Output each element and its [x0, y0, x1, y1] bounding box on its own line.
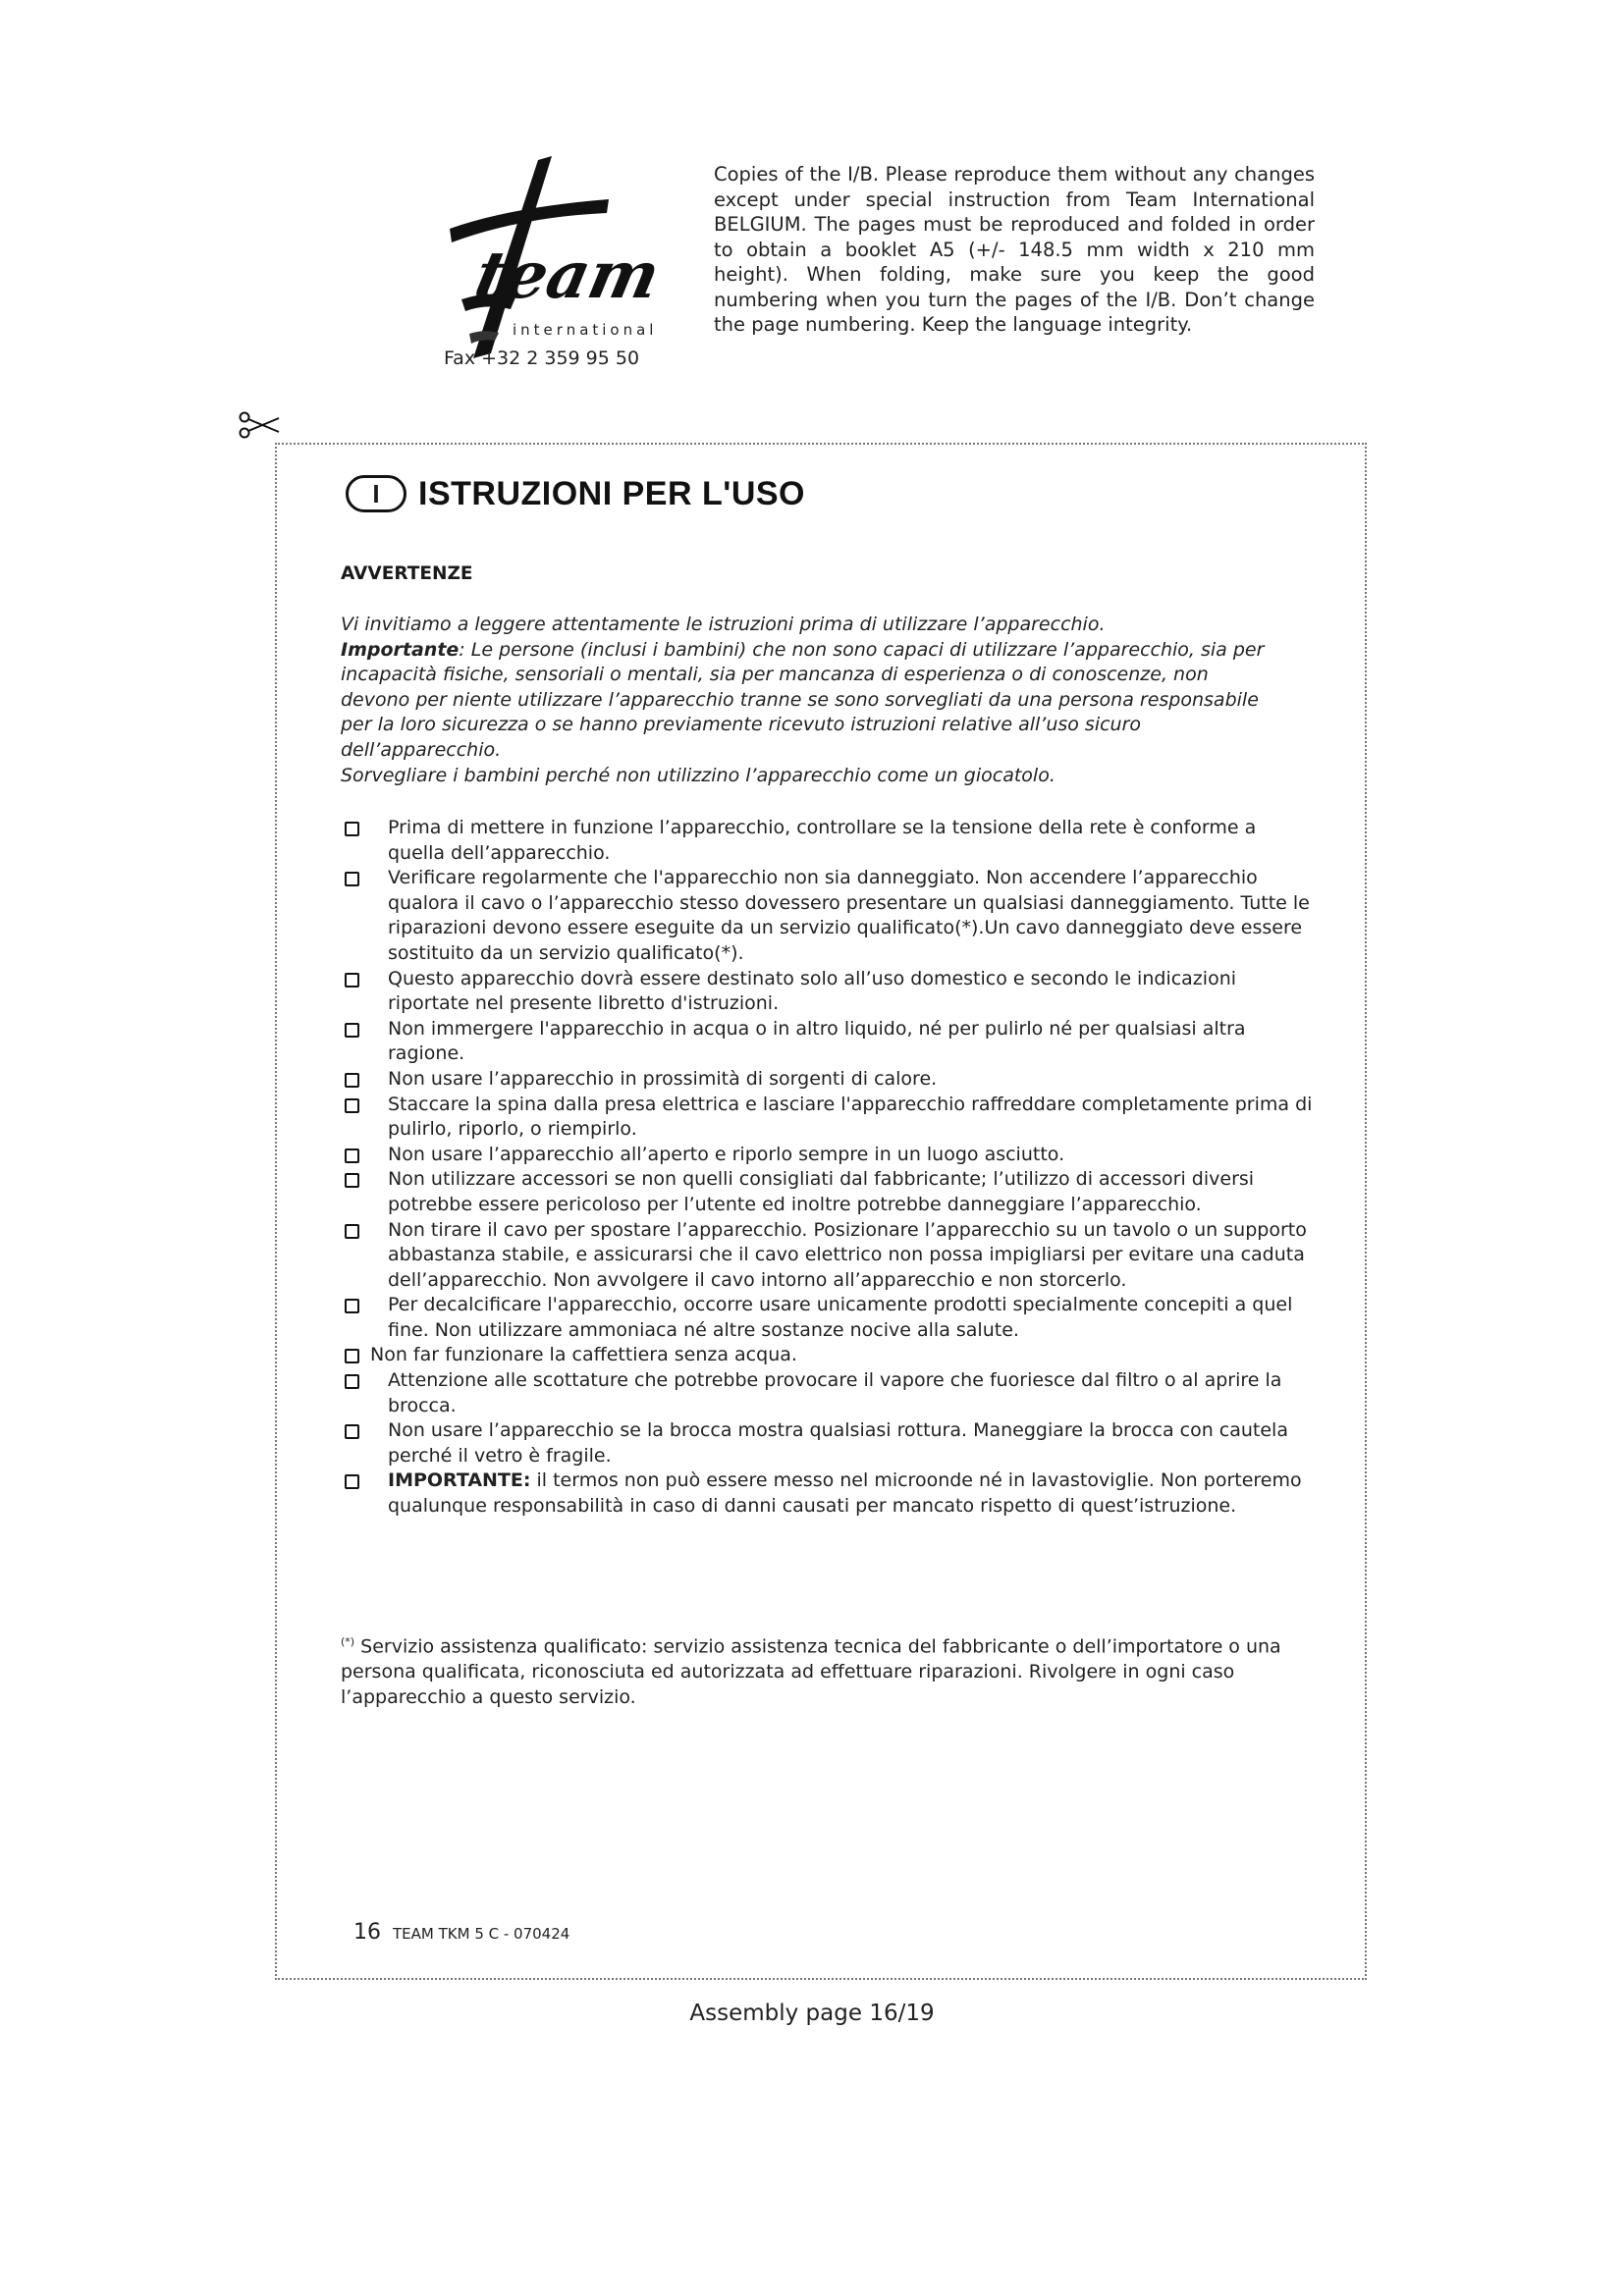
footnote-mark: (*) [341, 1635, 355, 1648]
warning-item [341, 1293, 1313, 1343]
important-text: : Le persone (inclusi i bambini) che non sono capaci di utilizzare l’apparecchio, sia per incapacità fisiche, sensoriali o mentali, sia per mancanza di esperienza o di conoscenze, non devono per niente utilizzare l’apparecchio tranne se sono sorvegliati da una persona responsabile per la loro sicurezza o se hanno previamente ricevuto istruzioni relative all’uso sicuro dell’apparecchio. [341, 638, 1265, 761]
checkbox-bullet-icon [345, 973, 359, 988]
warning-item [341, 1343, 1313, 1368]
section-title: AVVERTENZE [341, 563, 473, 584]
warning-text: Verificare regolarmente che l'apparecchio non sia danneggiato. Non accendere l’apparecchio qualora il cavo o l’apparecchio stesso dovessero presentare un qualsiasi danneggiamento. Tutte le riparazioni devono essere eseguite da un servizio qualificato(*).Un cavo danneggiato deve essere sostituito da un servizio qualificato(*). [388, 867, 1310, 964]
footnote [341, 1629, 1293, 1710]
checkbox-bullet-icon [345, 1173, 359, 1188]
warning-item [341, 1093, 1313, 1143]
checkbox-bullet-icon [345, 1224, 359, 1239]
warning-item [341, 866, 1313, 966]
page-title: ISTRUZIONI PER L'USO [418, 474, 805, 512]
warning-text: Non usare l’apparecchio all’aperto e riporlo sempre in un luogo asciutto. [388, 1143, 1065, 1165]
warning-item [341, 1167, 1313, 1217]
warning-text: Questo apparecchio dovrà essere destinato solo all’uso domestico e secondo le indicazioni riportate nel presente libretto d'istruzioni. [388, 967, 1237, 1015]
intro-important [341, 638, 1283, 764]
warning-item [341, 1368, 1313, 1418]
warning-text: Non tirare il cavo per spostare l’apparecchio. Posizionare l’apparecchio su un tavolo o un supporto abbastanza stabile, e assicurarsi che il cavo elettrico non possa impigliarsi per evitare una caduta dell’apparecchio. Non avvolgere il cavo intorno all’apparecchio e non storcerlo. [388, 1218, 1307, 1291]
warning-text: Staccare la spina dalla presa elettrica e lasciare l'apparecchio raffreddare completamente prima di pulirlo, riporlo, o riempirlo. [388, 1093, 1313, 1141]
document-reference: TEAM TKM 5 C - 070424 [393, 1925, 570, 1943]
warning-text: Attenzione alle scottature che potrebbe provocare il vapore che fuoriesce dal filtro o al aprire la brocca. [388, 1369, 1282, 1416]
intro-text [341, 613, 1283, 788]
checkbox-bullet-icon [345, 1374, 359, 1389]
checkbox-bullet-icon [345, 822, 359, 836]
page-footer [353, 1920, 569, 1945]
warning-item [341, 1017, 1313, 1067]
language-badge: I [346, 475, 406, 512]
checkbox-bullet-icon [345, 1073, 359, 1088]
logo-word: team [468, 236, 658, 313]
team-international-logo [422, 152, 658, 378]
warning-item [341, 967, 1313, 1017]
checkbox-bullet-icon [345, 1349, 359, 1363]
warning-item [341, 816, 1313, 866]
assembly-page-label: Assembly page 16/19 [689, 2001, 935, 2026]
warning-text: Non utilizzare accessori se non quelli consigliati dal fabbricante; l’utilizzo di accessori diversi potrebbe essere pericoloso per l’utente ed inoltre potrebbe danneggiare l’apparecchio. [388, 1168, 1255, 1215]
checkbox-bullet-icon [345, 1023, 359, 1038]
warning-list [341, 816, 1313, 1520]
warning-item [341, 1067, 1313, 1093]
warning-item-important [341, 1468, 1313, 1519]
warning-text: Per decalcificare l'apparecchio, occorre usare unicamente prodotti specialmente concepiti a quel fine. Non utilizzare ammoniaca né altre sostanze nocive alla salute. [388, 1294, 1293, 1341]
warning-important-text: il termos non può essere messo nel microonde né in lavastoviglie. Non porteremo qualunque responsabilità in caso di danni causati per mancato rispetto di quest’istruzione. [388, 1469, 1302, 1518]
team-logo-graphic [422, 152, 658, 378]
intro-line: Vi invitiamo a leggere attentamente le istruzioni prima di utilizzare l’apparecchio. [341, 614, 1106, 635]
checkbox-bullet-icon [345, 1299, 359, 1313]
logo-sub: international [513, 321, 658, 339]
footnote-text: Servizio assistenza qualificato: servizio assistenza tecnica del fabbricante o dell’importatore o una persona qualificata, riconosciuta ed autorizzata ad effettuare riparazioni. Rivolgere in ogni caso l’apparecchio a questo servizio. [341, 1635, 1281, 1708]
reproduction-note: Copies of the I/B. Please reproduce them without any changes except under special instruction from Team International BELGIUM. The pages must be reproduced and folded in order to obtain a booklet A5 (+/- 148.5 mm width x 210 mm height). When folding, make sure you keep the good numbering when you turn the pages of the I/B. Don’t change the page numbering. Keep the language integrity. [714, 163, 1315, 336]
warning-text: Non usare l’apparecchio se la brocca mostra qualsiasi rottura. Maneggiare la brocca con cautela perché il vetro è fragile. [388, 1419, 1288, 1467]
warning-item [341, 1418, 1313, 1468]
warning-text: Non far funzionare la caffettiera senza acqua. [370, 1344, 797, 1366]
important-label: Importante [341, 638, 460, 661]
warning-text: Prima di mettere in funzione l’apparecchio, controllare se la tensione della rete è conforme a quella dell’apparecchio. [388, 817, 1257, 864]
warning-text: Non immergere l'apparecchio in acqua o in altro liquido, né per pulirlo né per qualsiasi altra ragione. [388, 1017, 1246, 1065]
warning-important-label: IMPORTANTE: [388, 1469, 531, 1492]
intro-supervision: Sorvegliare i bambini perché non utilizzino l’apparecchio come un giocatolo. [341, 764, 1056, 786]
scissors-icon [238, 410, 281, 440]
checkbox-bullet-icon [345, 1474, 359, 1489]
page-number: 16 [353, 1920, 381, 1945]
checkbox-bullet-icon [345, 872, 359, 886]
warning-item [341, 1218, 1313, 1294]
fax-number: Fax +32 2 359 95 50 [444, 347, 640, 369]
warning-item [341, 1143, 1313, 1168]
page-heading [346, 469, 805, 518]
checkbox-bullet-icon [345, 1424, 359, 1439]
checkbox-bullet-icon [345, 1148, 359, 1163]
checkbox-bullet-icon [345, 1098, 359, 1113]
warning-text: Non usare l’apparecchio in prossimità di sorgenti di calore. [388, 1067, 938, 1090]
